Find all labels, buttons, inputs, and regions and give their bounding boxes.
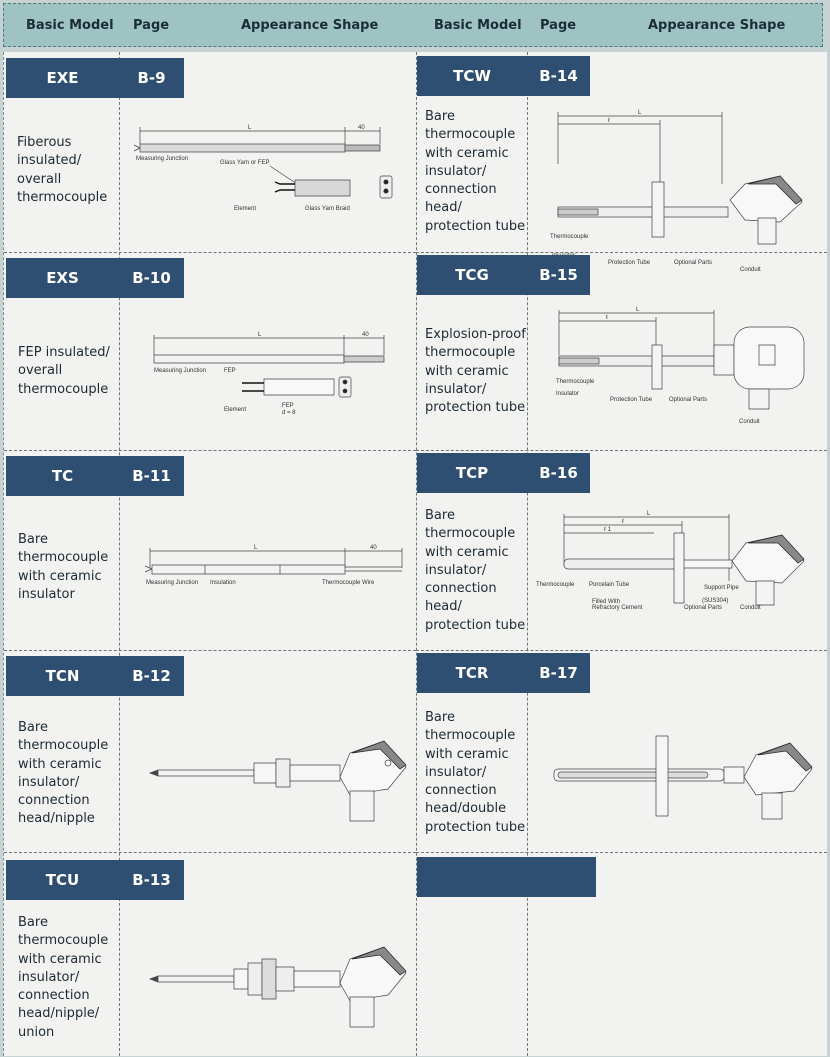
model-description: Fiberous insulated/ overall thermocouple: [17, 135, 108, 205]
model-tab-tcr: TCR: [417, 653, 527, 693]
page-tab-b13: B-13: [119, 860, 184, 900]
row-tc: [4, 450, 416, 651]
model-description: Explosion-proof thermocouple with ceramic insulator/ protection tube: [425, 327, 526, 416]
row-tcu: [4, 852, 416, 1057]
page-tab-b12: B-12: [119, 656, 184, 696]
page-tab-b10: B-10: [119, 258, 184, 298]
svg-text:Thermocouple: Thermocouple: [556, 379, 595, 385]
page-tab-b17: B-17: [527, 653, 590, 693]
svg-text:Refractory Cement: Refractory Cement: [592, 605, 643, 611]
header-appearance-shape: Appearance Shape: [241, 18, 379, 33]
svg-text:L: L: [636, 307, 640, 313]
svg-text:ℓ: ℓ: [622, 519, 624, 525]
svg-text:ℓ 1: ℓ 1: [604, 527, 611, 533]
model-tab-tcp: TCP: [417, 453, 527, 493]
svg-text:Optional Parts: Optional Parts: [684, 605, 723, 611]
header-basic-model: Basic Model: [26, 18, 114, 33]
table-header: [3, 3, 823, 47]
model-table: [3, 52, 827, 1056]
svg-text:Insulator: Insulator: [556, 391, 580, 397]
svg-text:ℓ: ℓ: [606, 315, 608, 321]
row-tcp: [416, 450, 827, 651]
svg-text:Conduit: Conduit: [739, 419, 760, 425]
svg-text:FEP: FEP: [282, 403, 294, 409]
svg-text:Thermocouple: Thermocouple: [550, 234, 589, 240]
svg-text:FEP: FEP: [224, 368, 236, 374]
dim-40: 40: [358, 125, 365, 131]
model-tab-tc: TC: [6, 456, 119, 496]
row-exs: [4, 252, 416, 451]
svg-text:Measuring Junction: Measuring Junction: [146, 580, 199, 586]
header-page-2: Page: [540, 18, 577, 33]
svg-text:Measuring Junction: Measuring Junction: [154, 368, 207, 374]
svg-text:(SUS304): (SUS304): [702, 598, 729, 604]
page-tab-b11: B-11: [119, 456, 184, 496]
svg-text:ℓ: ℓ: [608, 118, 610, 124]
svg-text:Conduit: Conduit: [740, 267, 761, 273]
svg-text:Protection Tube: Protection Tube: [608, 260, 651, 266]
model-tab-tcg: TCG: [417, 255, 527, 295]
row-tcg: [416, 252, 827, 451]
svg-text:Conduit: Conduit: [740, 605, 761, 611]
tcp-drawing: [534, 511, 824, 641]
header-appearance-shape-2: Appearance Shape: [648, 18, 786, 33]
page-tab-b14: B-14: [527, 56, 590, 96]
model-tab-exs: EXS: [6, 258, 119, 298]
tcw-drawing: [540, 104, 825, 273]
model-description: Bare thermocouple with ceramic insulator/ connection head/nipple: [18, 720, 109, 827]
dim-l: L: [248, 125, 252, 131]
exe-drawing: [130, 114, 416, 234]
svg-text:d = 8: d = 8: [282, 410, 296, 416]
svg-text:Filled With: Filled With: [592, 599, 621, 605]
page-tab-b15: B-15: [527, 255, 590, 295]
svg-text:L: L: [254, 545, 258, 551]
measuring-junction-label: Measuring Junction: [136, 156, 189, 162]
svg-text:Support Pipe: Support Pipe: [704, 585, 739, 591]
svg-text:Optional Parts: Optional Parts: [669, 397, 708, 403]
tcn-drawing: [144, 733, 414, 833]
empty-tab: [417, 857, 596, 897]
row-tcw: [416, 52, 827, 273]
svg-text:Thermocouple: Thermocouple: [536, 582, 575, 588]
page-tab-b9: B-9: [119, 58, 184, 98]
header-basic-model-2: Basic Model: [434, 18, 522, 33]
model-tab-tcn: TCN: [6, 656, 119, 696]
exs-drawing: [144, 325, 414, 425]
svg-text:L: L: [647, 511, 651, 517]
model-description: Bare thermocouple with ceramic insulator/ connection head/nipple/ union: [18, 915, 109, 1040]
tcu-drawing: [144, 937, 414, 1047]
svg-text:40: 40: [362, 332, 369, 338]
row-tcr: [416, 650, 827, 853]
svg-text:40: 40: [370, 545, 377, 551]
svg-text:Porcelain Tube: Porcelain Tube: [589, 582, 630, 588]
tcr-drawing: [546, 721, 824, 841]
svg-text:Protection Tube: Protection Tube: [610, 397, 653, 403]
tc-drawing: [140, 543, 410, 593]
braid-label: Glass Yarn Braid: [305, 206, 350, 212]
svg-text:L: L: [638, 110, 642, 116]
model-tab-tcu: TCU: [6, 860, 119, 900]
model-description: Bare thermocouple with ceramic insulator/ connection head/ protection tube: [425, 508, 526, 633]
element-label: Element: [234, 206, 257, 212]
page-tab-b16: B-16: [527, 453, 590, 493]
svg-text:Optional Parts: Optional Parts: [674, 260, 713, 266]
model-description: Bare thermocouple with ceramic insulator/ connection head/ protection tube: [425, 109, 526, 234]
row-empty: [416, 852, 827, 1057]
model-description: Bare thermocouple with ceramic insulator/ connection head/double protection tube: [425, 710, 526, 835]
model-description: FEP insulated/ overall thermocouple: [18, 345, 110, 397]
row-tcn: [4, 650, 416, 853]
glass-yarn-label: Glass Yarn or FEP: [220, 160, 270, 166]
svg-text:L: L: [258, 332, 262, 338]
model-description: Bare thermocouple with ceramic insulator: [18, 532, 109, 602]
tcg-drawing: [544, 305, 824, 445]
svg-text:Insulation: Insulation: [210, 580, 236, 586]
row-exe: [4, 52, 416, 252]
model-tab-exe: EXE: [6, 58, 119, 98]
svg-text:Element: Element: [224, 407, 247, 413]
header-page: Page: [133, 18, 170, 33]
model-tab-tcw: TCW: [417, 56, 527, 96]
svg-text:Thermocouple Wire: Thermocouple Wire: [322, 580, 375, 586]
